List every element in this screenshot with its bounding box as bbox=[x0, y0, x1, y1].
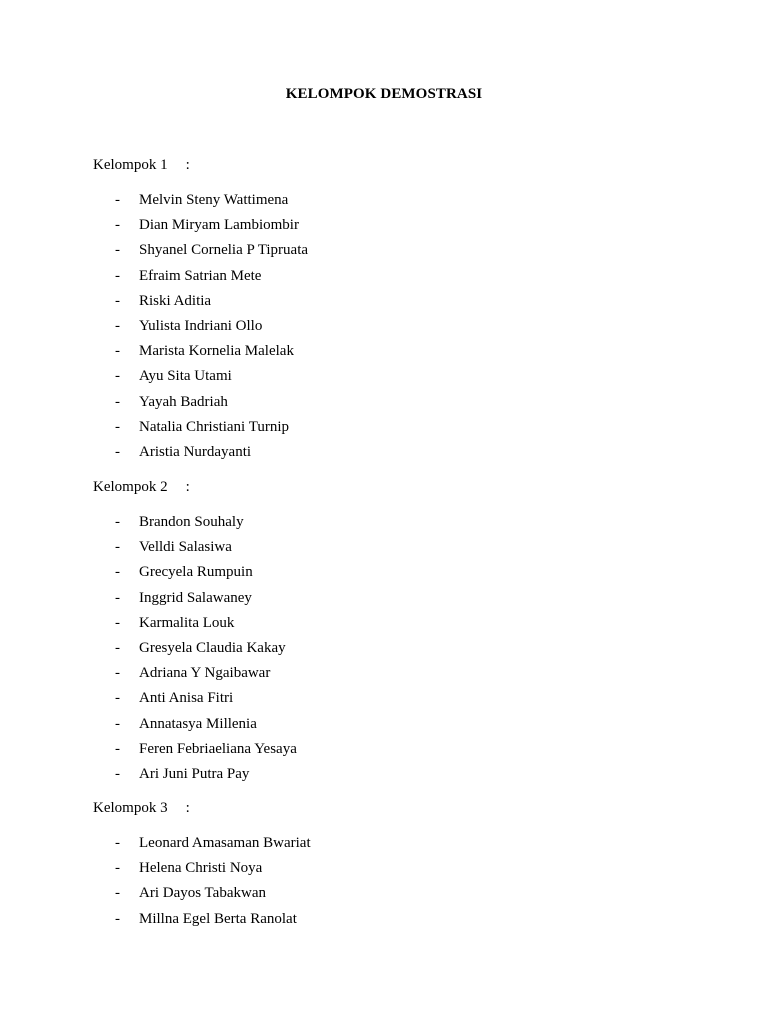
bullet-dash: - bbox=[115, 343, 120, 360]
bullet-dash: - bbox=[115, 835, 120, 851]
bullet-dash: - bbox=[115, 564, 120, 581]
list-item bbox=[93, 366, 693, 391]
member-name: Karmalita Louk bbox=[139, 614, 235, 631]
list-item bbox=[93, 442, 693, 467]
member-name: Annatasya Millenia bbox=[139, 715, 257, 732]
list-item bbox=[93, 417, 693, 442]
list-item bbox=[93, 739, 693, 764]
member-name: Adriana Y Ngaibawar bbox=[139, 665, 271, 682]
member-name: Grecyela Rumpuin bbox=[139, 564, 253, 581]
member-name: Ari Dayos Tabakwan bbox=[139, 885, 266, 902]
list-item bbox=[93, 392, 693, 417]
member-name: Helena Christi Noya bbox=[139, 860, 263, 877]
group-heading bbox=[93, 798, 693, 818]
list-item bbox=[93, 341, 693, 366]
bullet-dash: - bbox=[115, 292, 120, 309]
list-item bbox=[93, 909, 693, 934]
group-label: Kelompok 1 bbox=[93, 157, 168, 173]
member-name: Ari Juni Putra Pay bbox=[139, 765, 250, 782]
member-name: Gresyela Claudia Kakay bbox=[139, 639, 286, 656]
member-name: Inggrid Salawaney bbox=[139, 589, 252, 606]
member-name: Aristia Nurdayanti bbox=[139, 443, 252, 460]
bullet-dash: - bbox=[115, 614, 120, 631]
list-item bbox=[93, 764, 693, 789]
list-item bbox=[93, 638, 693, 663]
group-colon: : bbox=[185, 157, 190, 173]
group-heading bbox=[93, 155, 693, 175]
group-heading bbox=[93, 477, 693, 497]
list-item bbox=[93, 663, 693, 688]
member-name: Marista Kornelia Malelak bbox=[139, 343, 294, 360]
bullet-dash: - bbox=[115, 192, 120, 208]
list-item bbox=[93, 240, 693, 265]
bullet-dash: - bbox=[115, 393, 120, 410]
list-item bbox=[93, 613, 693, 638]
member-name: Leonard Amasaman Bwariat bbox=[139, 835, 311, 851]
bullet-dash: - bbox=[115, 539, 120, 556]
member-name: Shyanel Cornelia P Tipruata bbox=[139, 242, 309, 259]
bullet-dash: - bbox=[115, 639, 120, 656]
member-list bbox=[93, 190, 693, 467]
bullet-dash: - bbox=[115, 715, 120, 732]
list-item bbox=[93, 833, 693, 858]
member-name: Yayah Badriah bbox=[139, 393, 228, 410]
list-item bbox=[93, 858, 693, 883]
bullet-dash: - bbox=[115, 589, 120, 606]
group-colon: : bbox=[185, 479, 190, 495]
list-item bbox=[93, 215, 693, 240]
member-name: Feren Febriaeliana Yesaya bbox=[139, 740, 297, 757]
list-item bbox=[93, 291, 693, 316]
list-item bbox=[93, 190, 693, 215]
bullet-dash: - bbox=[115, 317, 120, 334]
member-name: Melvin Steny Wattimena bbox=[139, 192, 289, 208]
bullet-dash: - bbox=[115, 217, 120, 234]
bullet-dash: - bbox=[115, 860, 120, 877]
list-item bbox=[93, 266, 693, 291]
bullet-dash: - bbox=[115, 690, 120, 707]
bullet-dash: - bbox=[115, 885, 120, 902]
member-name: Millna Egel Berta Ranolat bbox=[139, 910, 297, 927]
list-item bbox=[93, 714, 693, 739]
member-name: Efraim Satrian Mete bbox=[139, 267, 262, 284]
list-item bbox=[93, 537, 693, 562]
bullet-dash: - bbox=[115, 368, 120, 385]
bullet-dash: - bbox=[115, 910, 120, 927]
bullet-dash: - bbox=[115, 665, 120, 682]
member-name: Dian Miryam Lambiombir bbox=[139, 217, 299, 234]
member-list bbox=[93, 833, 693, 934]
group-section-1 bbox=[93, 155, 693, 467]
member-list bbox=[93, 512, 693, 789]
document-title: KELOMPOK DEMOSTRASI bbox=[285, 86, 483, 102]
list-item bbox=[93, 883, 693, 908]
member-name: Brandon Souhaly bbox=[139, 514, 244, 530]
group-colon: : bbox=[185, 800, 190, 816]
bullet-dash: - bbox=[115, 765, 120, 782]
member-name: Riski Aditia bbox=[139, 292, 212, 309]
group-section-3 bbox=[93, 798, 693, 934]
bullet-dash: - bbox=[115, 514, 120, 530]
list-item bbox=[93, 512, 693, 537]
list-item bbox=[93, 588, 693, 613]
bullet-dash: - bbox=[115, 242, 120, 259]
group-label: Kelompok 3 bbox=[93, 800, 168, 816]
bullet-dash: - bbox=[115, 443, 120, 460]
member-name: Natalia Christiani Turnip bbox=[139, 418, 289, 435]
bullet-dash: - bbox=[115, 267, 120, 284]
member-name: Yulista Indriani Ollo bbox=[139, 317, 263, 334]
group-section-2 bbox=[93, 477, 693, 789]
member-name: Anti Anisa Fitri bbox=[139, 690, 234, 707]
member-name: Velldi Salasiwa bbox=[139, 539, 232, 556]
bullet-dash: - bbox=[115, 418, 120, 435]
member-name: Ayu Sita Utami bbox=[139, 368, 232, 385]
group-label: Kelompok 2 bbox=[93, 479, 168, 495]
bullet-dash: - bbox=[115, 740, 120, 757]
list-item bbox=[93, 688, 693, 713]
list-item bbox=[93, 562, 693, 587]
list-item bbox=[93, 316, 693, 341]
